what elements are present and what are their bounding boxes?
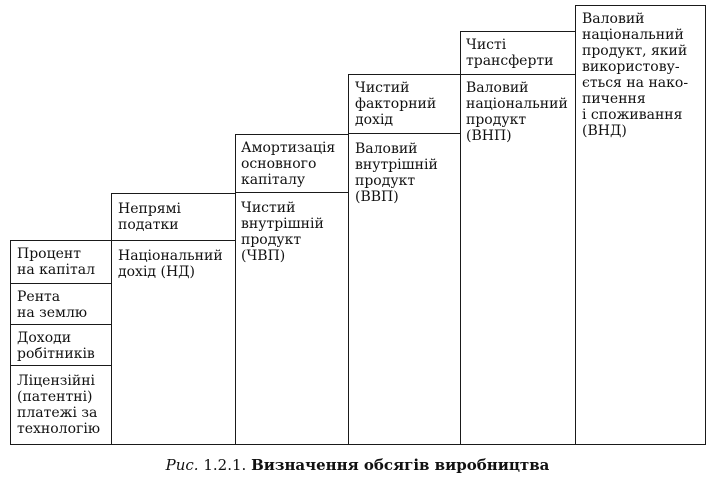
caption-prefix: Рис. <box>165 456 199 474</box>
national-income-label: Національний дохід (НД) <box>118 248 223 280</box>
caption-number: 1.2.1. <box>203 456 247 474</box>
gnp-label: Валовий національний продукт (ВНП) <box>466 80 568 144</box>
indirect-taxes-label: Непрямі податки <box>118 201 181 233</box>
license-label: Ліцензійні (патентні) платежі за технологію <box>17 373 101 437</box>
depreciation-label: Амортизація основного капіталу <box>241 140 336 188</box>
rent-label: Рента на землю <box>17 289 88 321</box>
caption-title: Визначення обсягів виробництва <box>251 456 550 474</box>
wages-label: Доходи робітників <box>17 330 95 362</box>
net-transfers-label: Чисті трансферти <box>466 37 554 69</box>
gni-label: Валовий національний продукт, який використову- ється на нако- пичення і споживання (ВНД) <box>582 11 689 139</box>
net-factor-income-label: Чистий факторний дохід <box>355 80 437 128</box>
ndp-label: Чистий внутрішній продукт (ЧВП) <box>241 200 324 264</box>
gdp-label: Валовий внутрішній продукт (ВВП) <box>355 141 438 205</box>
figure-caption <box>0 456 715 474</box>
interest-label: Процент на капітал <box>17 246 96 278</box>
